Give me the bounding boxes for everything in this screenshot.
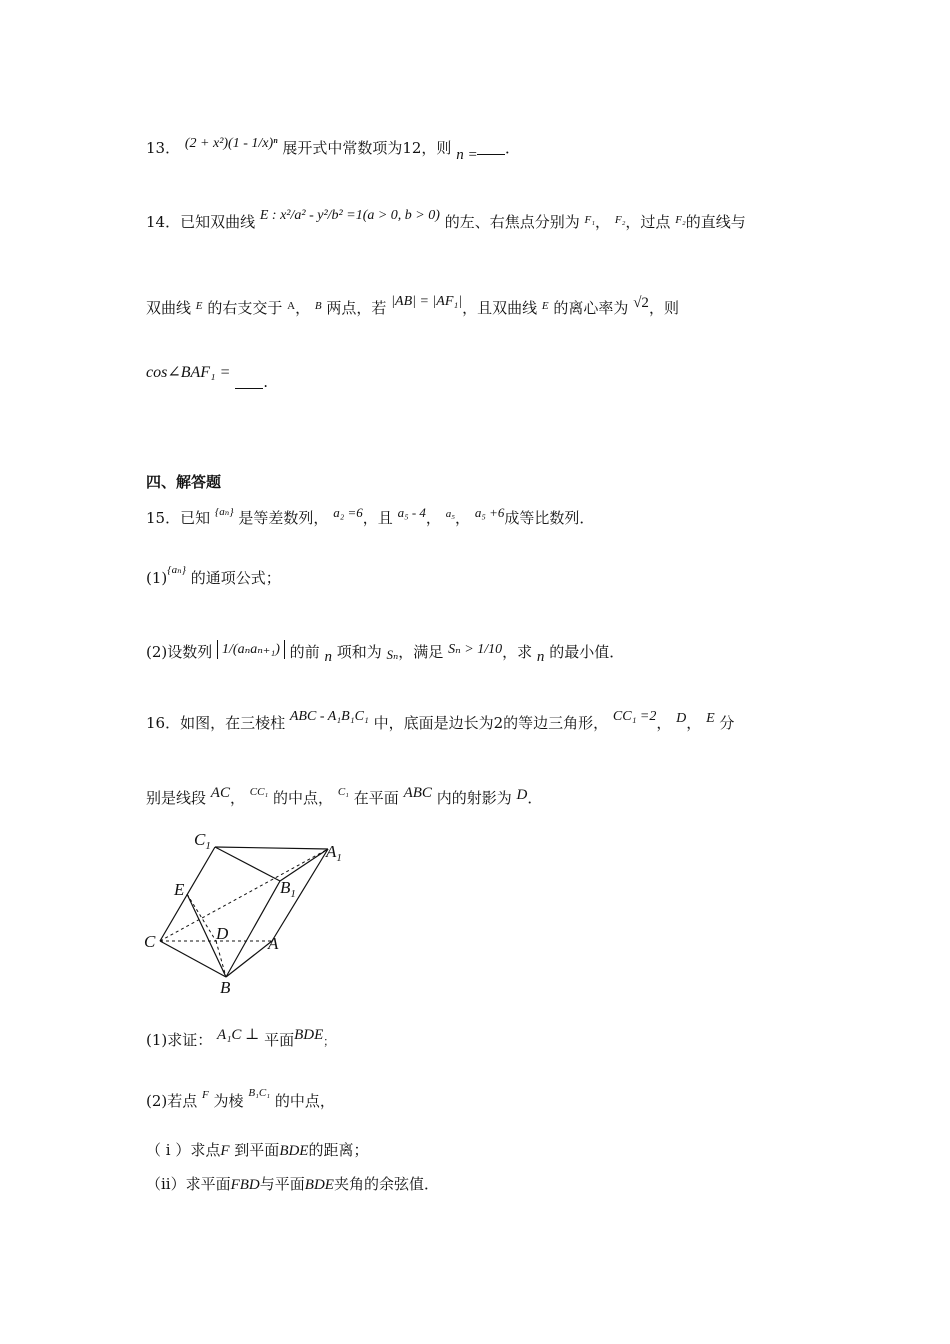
var-e: E [195, 300, 203, 312]
edge-b1-a1 [280, 849, 328, 881]
plane-bde: BDE [294, 1027, 324, 1043]
q13-end: ． [504, 139, 520, 157]
q16-l2c: 在平面 [353, 789, 399, 807]
q16-p1end: ； [323, 1035, 335, 1048]
q16-p2: (2)若点 [146, 1092, 198, 1110]
point-d: D [676, 711, 687, 726]
q16-sub-i [146, 1140, 369, 1161]
plane-abc: ABC [403, 785, 432, 801]
label-b1: $B_1$ [280, 878, 296, 900]
label-a: A [268, 934, 279, 953]
segment-cc1: CC₁ [249, 786, 269, 798]
q14-l2d: ，且双曲线 [462, 299, 538, 317]
focus-f2-ref: F₂ [675, 214, 686, 226]
q16-l2d: 内的射影为 [436, 789, 512, 807]
sub-ii-text: 与平面 [259, 1175, 305, 1193]
q14-l2c: 两点，若 [326, 299, 387, 317]
point-a: A [287, 300, 296, 312]
question-15: 15．已知 $^{\{a_n\}}$ 是等差数列， a₂ =6，且 a₅ - 4， $^{a_5}$， a₅ +6成等比数列． [146, 505, 595, 527]
label-d: D [216, 924, 229, 943]
inequality: Sₙ > 1/10 [448, 642, 503, 657]
p2-t1: 的前 [289, 643, 320, 661]
prism-figure [140, 825, 360, 1000]
edge-b1-b [226, 881, 280, 977]
q15-t2: ，且 [362, 509, 393, 527]
q16-part-2 [146, 1087, 335, 1113]
q15-t3: 成等比数列． [504, 509, 595, 527]
label-b: B [220, 978, 231, 997]
p2-t4: ，求 [502, 643, 533, 661]
focus-f2: F₂ [614, 214, 626, 226]
sub-i-end: 的距离； [308, 1141, 369, 1159]
edge-b1c1: B₁C₁ [248, 1087, 271, 1099]
q16-t2: 分 [719, 714, 735, 732]
q14-text-2: ，过点 [625, 213, 671, 231]
question-14-line-3: cos∠BAF₁ = . [146, 364, 268, 391]
q16-t1: 中，底面是边长为2的等边三角形， [373, 714, 609, 732]
cc1-value: CC₁ =2 [612, 709, 657, 724]
section-heading: 四、解答题 [146, 473, 222, 491]
var-sn: Sₙ [386, 647, 399, 662]
question-16-line-2: 别是线段 AC， $^{CC_1}$ 的中点， $^{C_1}$ 在平面 ABC 内的射影为 D． [146, 785, 543, 807]
question-14-line-2: 双曲线 $^E$ 的右支交于 $^A$， $^B$ 两点，若 |AB| = |AF₁|，且双曲线 $^E$ 的离心率为 √2，则 [146, 294, 679, 317]
q16-p1t: 平面 [264, 1031, 295, 1049]
q14-l2e: 的离心率为 [553, 299, 629, 317]
prism-name: ABC - A₁B₁C₁ [289, 709, 369, 724]
q16-l2b: 的中点， [273, 789, 334, 807]
q15-t1: 是等差数列， [238, 509, 329, 527]
point-f-2: F [220, 1143, 230, 1159]
part-1-text: 的通项公式； [190, 569, 281, 587]
q16-p2end: 的中点， [274, 1092, 335, 1110]
q15-part-1 [146, 564, 281, 590]
edge-c1-b1 [215, 847, 280, 881]
label-e: E [174, 880, 185, 899]
q13-text: 展开式中常数项为12，则 [282, 139, 452, 157]
q16-l2e: ． [527, 789, 543, 807]
q13-expression: (2 + x²)(1 - 1/x)ⁿ [184, 136, 278, 151]
var-e-2: E [541, 300, 549, 312]
q14-l2b: 的右支交于 [207, 299, 283, 317]
edge-b-a [226, 941, 272, 977]
cos-angle: cos∠BAF₁ = [146, 364, 231, 381]
segment-ac: AC [210, 785, 230, 801]
point-d-2: D [516, 787, 528, 803]
answer-blank-14 [235, 376, 263, 389]
part-2-label: (2)设数列 [146, 643, 213, 661]
point-e: E [706, 711, 715, 726]
sequence-an: {aₙ} [214, 506, 234, 518]
p2-t2: 项和为 [336, 643, 382, 661]
q15-part-2 [146, 642, 624, 664]
plane-bde-2: BDE [279, 1143, 309, 1159]
question-13 [146, 136, 520, 163]
answer-blank [477, 142, 505, 155]
label-a1: $A_1$ [326, 842, 342, 864]
q15-number: 15．已知 [146, 509, 211, 527]
q13-var: n [456, 147, 464, 163]
term-3: a₅ +6 [474, 505, 505, 520]
sub-i-label: （ i ）求点 [146, 1141, 221, 1159]
sub-ii-end: 夹角的余弦值． [333, 1175, 439, 1193]
condition-ab: |AB| = |AF₁| [391, 294, 463, 309]
q14-l2a: 双曲线 [146, 299, 192, 317]
sequence-an-2: {aₙ} [167, 564, 187, 576]
edge-e-d-dashed [187, 894, 216, 941]
a2-value: a₂ =6 [333, 505, 363, 520]
focus-f1: F₁ [584, 214, 596, 226]
fraction-term: 1/(aₙaₙ₊₁) [217, 640, 285, 659]
q13-number: 13． [146, 139, 181, 157]
term-1: a₅ - 4 [397, 505, 426, 520]
plane-bde-3: BDE [304, 1177, 334, 1193]
point-f: F [202, 1089, 209, 1101]
var-n-2: n [536, 649, 545, 665]
question-14: 14．已知双曲线 E : x²/a² - y²/b² =1(a > 0, b > 0) 的左、右焦点分别为 $^{F_1}$， $^{F_2}$，过点 $^{F_2}$的直线与 [146, 208, 746, 231]
q13-eq: = [468, 147, 477, 163]
q14-text-3: 的直线与 [685, 213, 746, 231]
q14-number: 14．已知双曲线 [146, 213, 256, 231]
hyperbola-equation: E : x²/a² - y²/b² =1(a > 0, b > 0) [259, 208, 440, 223]
point-b: B [314, 300, 322, 312]
q16-p2t: 为棱 [213, 1092, 244, 1110]
p2-t5: 的最小值． [549, 643, 625, 661]
q16-p1: (1)求证： [146, 1031, 213, 1049]
edge-c1-a1 [215, 847, 328, 849]
label-c1: $C_1$ [194, 830, 211, 852]
part-1-label: (1) [146, 569, 168, 587]
q16-part-1 [146, 1027, 335, 1052]
var-n: n [324, 649, 332, 665]
q16-number: 16．如图，在三棱柱 [146, 714, 286, 732]
term-2: a₅ [445, 508, 456, 520]
p2-t3: ，满足 [398, 643, 444, 661]
q16-sub-ii [146, 1174, 439, 1195]
plane-fbd: FBD [230, 1177, 260, 1193]
sub-i-text: 到平面 [234, 1141, 280, 1159]
q14-text-1: 的左、右焦点分别为 [444, 213, 580, 231]
a1c-perp: A₁C ⊥ [217, 1027, 260, 1043]
point-c1: C₁ [337, 786, 349, 798]
sub-ii-label: （ii）求平面 [146, 1175, 231, 1193]
q16-l2a: 别是线段 [146, 789, 207, 807]
label-c: C [144, 932, 156, 951]
edge-c-b [160, 941, 226, 977]
q14-l2f: ，则 [648, 299, 679, 317]
eccentricity: √2 [633, 295, 649, 311]
question-16: 16．如图，在三棱柱 ABC - A₁B₁C₁ 中，底面是边长为2的等边三角形， CC₁ =2， D， E 分 [146, 709, 735, 732]
